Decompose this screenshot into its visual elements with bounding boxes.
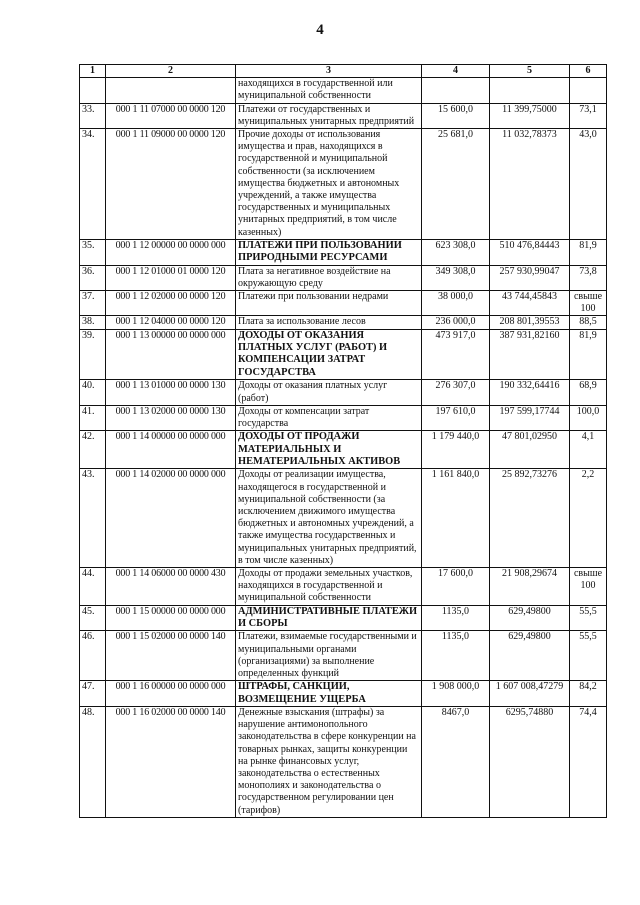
cell-code: 000 1 13 02000 00 0000 130 (106, 405, 236, 430)
cell-name: Доходы от продажи земельных участков, находящихся в государственной и муниципальной собственности (236, 567, 422, 605)
table-row (80, 316, 607, 329)
cell-fact: 11 399,75000 (490, 103, 570, 128)
cell-name: Платежи при пользовании недрами (236, 291, 422, 316)
cell-fact: 197 599,17744 (490, 405, 570, 430)
cell-num: 37. (80, 291, 106, 316)
cell-num: 36. (80, 265, 106, 290)
cell-pct: свыше 100 (570, 567, 607, 605)
cell-code: 000 1 14 00000 00 0000 000 (106, 431, 236, 469)
cell-num: 42. (80, 431, 106, 469)
cell-fact: 6295,74880 (490, 707, 570, 818)
cell-fact: 190 332,64416 (490, 380, 570, 405)
table-row (80, 605, 607, 631)
table-row (80, 129, 607, 240)
table-row (80, 103, 607, 128)
cell-pct: 81,9 (570, 329, 607, 380)
cell-code: 000 1 12 00000 00 0000 000 (106, 239, 236, 265)
header-col-5: 5 (490, 65, 570, 78)
cell-code: 000 1 13 01000 00 0000 130 (106, 380, 236, 405)
cell-name: АДМИНИСТРАТИВНЫЕ ПЛАТЕЖИ И СБОРЫ (236, 605, 422, 631)
cell-code: 000 1 16 00000 00 0000 000 (106, 681, 236, 707)
cell-pct: 55,5 (570, 605, 607, 631)
cell-plan: 15 600,0 (422, 103, 490, 128)
cell-plan: 1135,0 (422, 605, 490, 631)
cell-name: Доходы от реализации имущества, находящегося в государственной и муниципальной собственности (за исключением движимого имущества бюджетных и автономных учреждений, а также имущества государственных и муниципальных унитарных предприятий, в том числе казенных) (236, 469, 422, 568)
cell-fact: 510 476,84443 (490, 239, 570, 265)
table-row (80, 707, 607, 818)
table-row (80, 631, 607, 681)
cell-code: 000 1 12 01000 01 0000 120 (106, 265, 236, 290)
cell-pct: 88,5 (570, 316, 607, 329)
cell-fact: 43 744,45843 (490, 291, 570, 316)
cell-plan: 236 000,0 (422, 316, 490, 329)
cell-code: 000 1 16 02000 00 0000 140 (106, 707, 236, 818)
cell-num: 41. (80, 405, 106, 430)
cell-num: 39. (80, 329, 106, 380)
table-row (80, 380, 607, 405)
cell-plan: 17 600,0 (422, 567, 490, 605)
header-row (80, 65, 607, 78)
cell-plan: 25 681,0 (422, 129, 490, 240)
cell-code: 000 1 11 09000 00 0000 120 (106, 129, 236, 240)
cell-pct: свыше 100 (570, 291, 607, 316)
table-row (80, 291, 607, 316)
cell-plan: 473 917,0 (422, 329, 490, 380)
cell-code: 000 1 14 06000 00 0000 430 (106, 567, 236, 605)
cell-code: 000 1 15 02000 00 0000 140 (106, 631, 236, 681)
cell-name: Плата за использование лесов (236, 316, 422, 329)
cell-pct (570, 78, 607, 103)
cell-plan: 197 610,0 (422, 405, 490, 430)
cell-plan: 38 000,0 (422, 291, 490, 316)
cell-num: 40. (80, 380, 106, 405)
cell-num: 35. (80, 239, 106, 265)
cell-name: Доходы от оказания платных услуг (работ) (236, 380, 422, 405)
cell-num: 44. (80, 567, 106, 605)
cell-fact: 208 801,39553 (490, 316, 570, 329)
cell-plan: 1135,0 (422, 631, 490, 681)
cell-code: 000 1 11 07000 00 0000 120 (106, 103, 236, 128)
cell-name: находящихся в государственной или муниципальной собственности (236, 78, 422, 103)
cell-num (80, 78, 106, 103)
cell-name: Денежные взыскания (штрафы) за нарушение антимонопольного законодательства в сфере конкуренции на товарных рынках, защиты конкуренции на рынке финансовых услуг, законодательства о естественных монополиях и законодательства о государственном регулировании цен (тарифов) (236, 707, 422, 818)
cell-code: 000 1 15 00000 00 0000 000 (106, 605, 236, 631)
cell-pct: 81,9 (570, 239, 607, 265)
cell-fact: 387 931,82160 (490, 329, 570, 380)
cell-code (106, 78, 236, 103)
continuation-row (80, 78, 607, 103)
cell-pct: 84,2 (570, 681, 607, 707)
cell-plan: 623 308,0 (422, 239, 490, 265)
table-row (80, 469, 607, 568)
header-col-1: 1 (80, 65, 106, 78)
cell-fact: 257 930,99047 (490, 265, 570, 290)
cell-fact (490, 78, 570, 103)
cell-code: 000 1 14 02000 00 0000 000 (106, 469, 236, 568)
page-number: 4 (316, 22, 324, 38)
cell-pct: 43,0 (570, 129, 607, 240)
cell-num: 45. (80, 605, 106, 631)
cell-fact: 25 892,73276 (490, 469, 570, 568)
cell-num: 38. (80, 316, 106, 329)
cell-fact: 629,49800 (490, 631, 570, 681)
cell-name: Прочие доходы от использования имущества и прав, находящихся в государственной и муниципальной собственности (за исключением имущества бюджетных и автономных учреждений, а также имущества государственных и муниципальных унитарных предприятий, в том числе казенных) (236, 129, 422, 240)
cell-fact: 21 908,29674 (490, 567, 570, 605)
cell-pct: 73,1 (570, 103, 607, 128)
cell-plan (422, 78, 490, 103)
cell-pct: 55,5 (570, 631, 607, 681)
cell-plan: 1 908 000,0 (422, 681, 490, 707)
cell-pct: 68,9 (570, 380, 607, 405)
cell-name: Платежи, взимаемые государственными и муниципальными органами (организациями) за выполнение определенных функций (236, 631, 422, 681)
cell-pct: 4,1 (570, 431, 607, 469)
cell-pct: 73,8 (570, 265, 607, 290)
cell-num: 48. (80, 707, 106, 818)
header-col-2: 2 (106, 65, 236, 78)
cell-fact: 11 032,78373 (490, 129, 570, 240)
cell-plan: 8467,0 (422, 707, 490, 818)
cell-name: ДОХОДЫ ОТ ОКАЗАНИЯ ПЛАТНЫХ УСЛУГ (РАБОТ) И КОМПЕНСАЦИИ ЗАТРАТ ГОСУДАРСТВА (236, 329, 422, 380)
cell-name: ШТРАФЫ, САНКЦИИ, ВОЗМЕЩЕНИЕ УЩЕРБА (236, 681, 422, 707)
table-row (80, 431, 607, 469)
cell-name: Доходы от компенсации затрат государства (236, 405, 422, 430)
cell-plan: 349 308,0 (422, 265, 490, 290)
cell-pct: 100,0 (570, 405, 607, 430)
cell-fact: 629,49800 (490, 605, 570, 631)
cell-plan: 1 161 840,0 (422, 469, 490, 568)
cell-pct: 2,2 (570, 469, 607, 568)
cell-num: 34. (80, 129, 106, 240)
cell-name: Платежи от государственных и муниципальных унитарных предприятий (236, 103, 422, 128)
header-col-4: 4 (422, 65, 490, 78)
header-col-6: 6 (570, 65, 607, 78)
cell-code: 000 1 12 04000 00 0000 120 (106, 316, 236, 329)
cell-fact: 1 607 008,47279 (490, 681, 570, 707)
header-col-3: 3 (236, 65, 422, 78)
table-row (80, 405, 607, 430)
cell-num: 47. (80, 681, 106, 707)
cell-num: 46. (80, 631, 106, 681)
cell-plan: 1 179 440,0 (422, 431, 490, 469)
cell-num: 43. (80, 469, 106, 568)
table-row (80, 567, 607, 605)
cell-name: ПЛАТЕЖИ ПРИ ПОЛЬЗОВАНИИ ПРИРОДНЫМИ РЕСУРСАМИ (236, 239, 422, 265)
revenue-table (79, 64, 607, 818)
cell-code: 000 1 12 02000 00 0000 120 (106, 291, 236, 316)
cell-code: 000 1 13 00000 00 0000 000 (106, 329, 236, 380)
cell-fact: 47 801,02950 (490, 431, 570, 469)
cell-num: 33. (80, 103, 106, 128)
table-row (80, 265, 607, 290)
cell-name: Плата за негативное воздействие на окружающую среду (236, 265, 422, 290)
cell-plan: 276 307,0 (422, 380, 490, 405)
cell-name: ДОХОДЫ ОТ ПРОДАЖИ МАТЕРИАЛЬНЫХ И НЕМАТЕРИАЛЬНЫХ АКТИВОВ (236, 431, 422, 469)
table-row (80, 329, 607, 380)
cell-pct: 74,4 (570, 707, 607, 818)
table-row (80, 681, 607, 707)
table-row (80, 239, 607, 265)
